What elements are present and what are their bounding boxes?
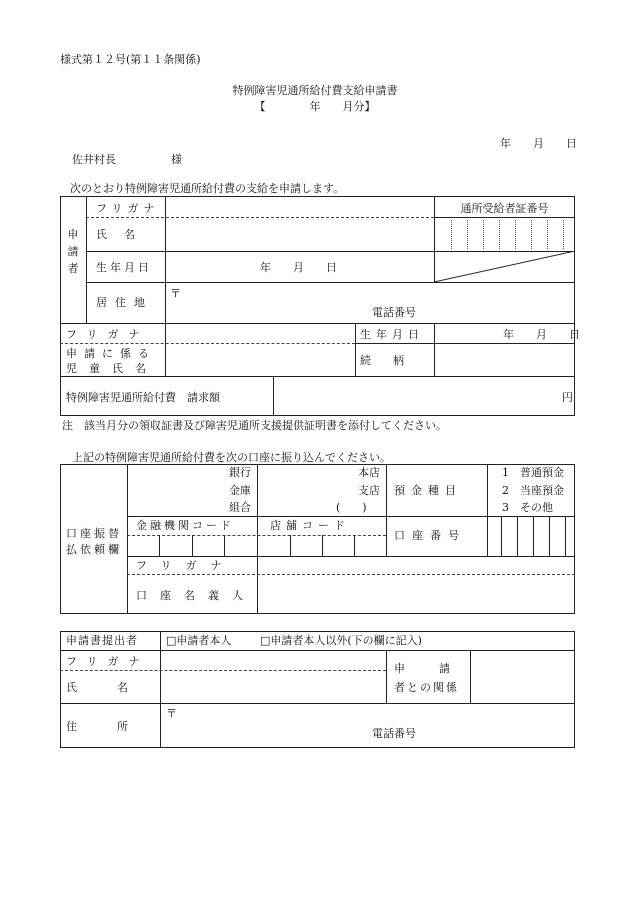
child-furigana-label: フリガナ bbox=[66, 328, 150, 341]
branch-type-main: 本店 bbox=[358, 466, 380, 479]
applicant-birth-value: 年 月 日 bbox=[260, 261, 337, 274]
child-name-label-1: 申請に係る bbox=[66, 347, 156, 360]
deposit-option-2: 2 当座預金 bbox=[502, 484, 564, 497]
branch-code-label: 店舗コード bbox=[270, 519, 350, 532]
applicant-group-label: 申請者 bbox=[67, 228, 79, 275]
deposit-option-3: 3 その他 bbox=[502, 501, 553, 514]
submitter-address-label: 住 所 bbox=[66, 720, 134, 733]
child-birth-value: 年 月 日 bbox=[503, 328, 580, 341]
branch-type-other: ( ) bbox=[336, 501, 367, 514]
deposit-option-1: 1 普通預金 bbox=[502, 466, 564, 479]
applicant-name-label: 氏 名 bbox=[96, 228, 138, 241]
inst-type-kinko: 金庫 bbox=[229, 484, 251, 497]
applicant-phone-label: 電話番号 bbox=[372, 306, 416, 319]
branch-type-branch: 支店 bbox=[358, 484, 380, 497]
submitter-option-self[interactable]: □申請者本人 bbox=[166, 634, 232, 647]
child-name-label-2: 児童氏名 bbox=[66, 362, 158, 375]
submitter-table bbox=[60, 631, 575, 748]
applicant-address-label: 居住地 bbox=[96, 296, 153, 309]
date: 年 月 日 bbox=[500, 137, 577, 150]
holder-name-label: 口座名義人 bbox=[136, 589, 256, 602]
addressee: 佐井村長 様 bbox=[72, 153, 182, 166]
submitter-furigana-label: フリガナ bbox=[66, 655, 150, 668]
form-number: 様式第１２号(第１１条関係) bbox=[60, 53, 201, 66]
account-number-label: 口座番号 bbox=[394, 529, 466, 542]
deposit-type-label: 預金種目 bbox=[394, 484, 462, 497]
relation-label-1: 申 請 bbox=[394, 662, 454, 675]
inst-type-kumiai: 組合 bbox=[229, 501, 251, 514]
diagonal-strike bbox=[434, 251, 575, 282]
claim-label: 特例障害児通所給付費 請求額 bbox=[66, 391, 220, 404]
relation-label-2: 者との関係 bbox=[394, 681, 459, 694]
bank-label-1: 口座振替 bbox=[66, 527, 122, 540]
holder-furigana-label: フリガナ bbox=[136, 559, 236, 572]
inst-type-bank: 銀行 bbox=[229, 466, 251, 479]
period: 【 年 月分】 bbox=[254, 100, 376, 113]
form-title: 特例障害児通所給付費支給申請書 bbox=[232, 84, 398, 97]
submitter-phone-label: 電話番号 bbox=[372, 727, 416, 740]
applicant-postal-mark: 〒 bbox=[170, 287, 181, 300]
submitter-name-label: 氏 名 bbox=[66, 681, 134, 694]
bank-code-label: 金融機関コード bbox=[136, 519, 234, 532]
child-relation-label: 続 柄 bbox=[360, 354, 404, 367]
submitter-postal-mark: 〒 bbox=[166, 707, 177, 720]
applicant-birth-label: 生年月日 bbox=[96, 261, 152, 274]
attachment-note: 注 該当月分の領収証書及び障害児通所支援提供証明書を添付してください。 bbox=[62, 419, 447, 432]
submitter-option-other[interactable]: □申請者本人以外(下の欄に記入) bbox=[260, 634, 422, 647]
applicant-furigana-label: フリガナ bbox=[96, 202, 160, 215]
intro-text: 次のとおり特例障害児通所給付費の支給を申請します。 bbox=[70, 182, 345, 195]
claim-unit: 円 bbox=[562, 391, 573, 404]
bank-intro: 上記の特例障害児通所給付費を次の口座に振り込んでください。 bbox=[72, 451, 391, 464]
submitter-label: 申請書提出者 bbox=[66, 634, 138, 647]
recipient-number-label: 通所受給者証番号 bbox=[460, 202, 549, 215]
bank-label-2: 払依頼欄 bbox=[66, 543, 122, 556]
child-birth-label: 生年月日 bbox=[360, 328, 424, 341]
